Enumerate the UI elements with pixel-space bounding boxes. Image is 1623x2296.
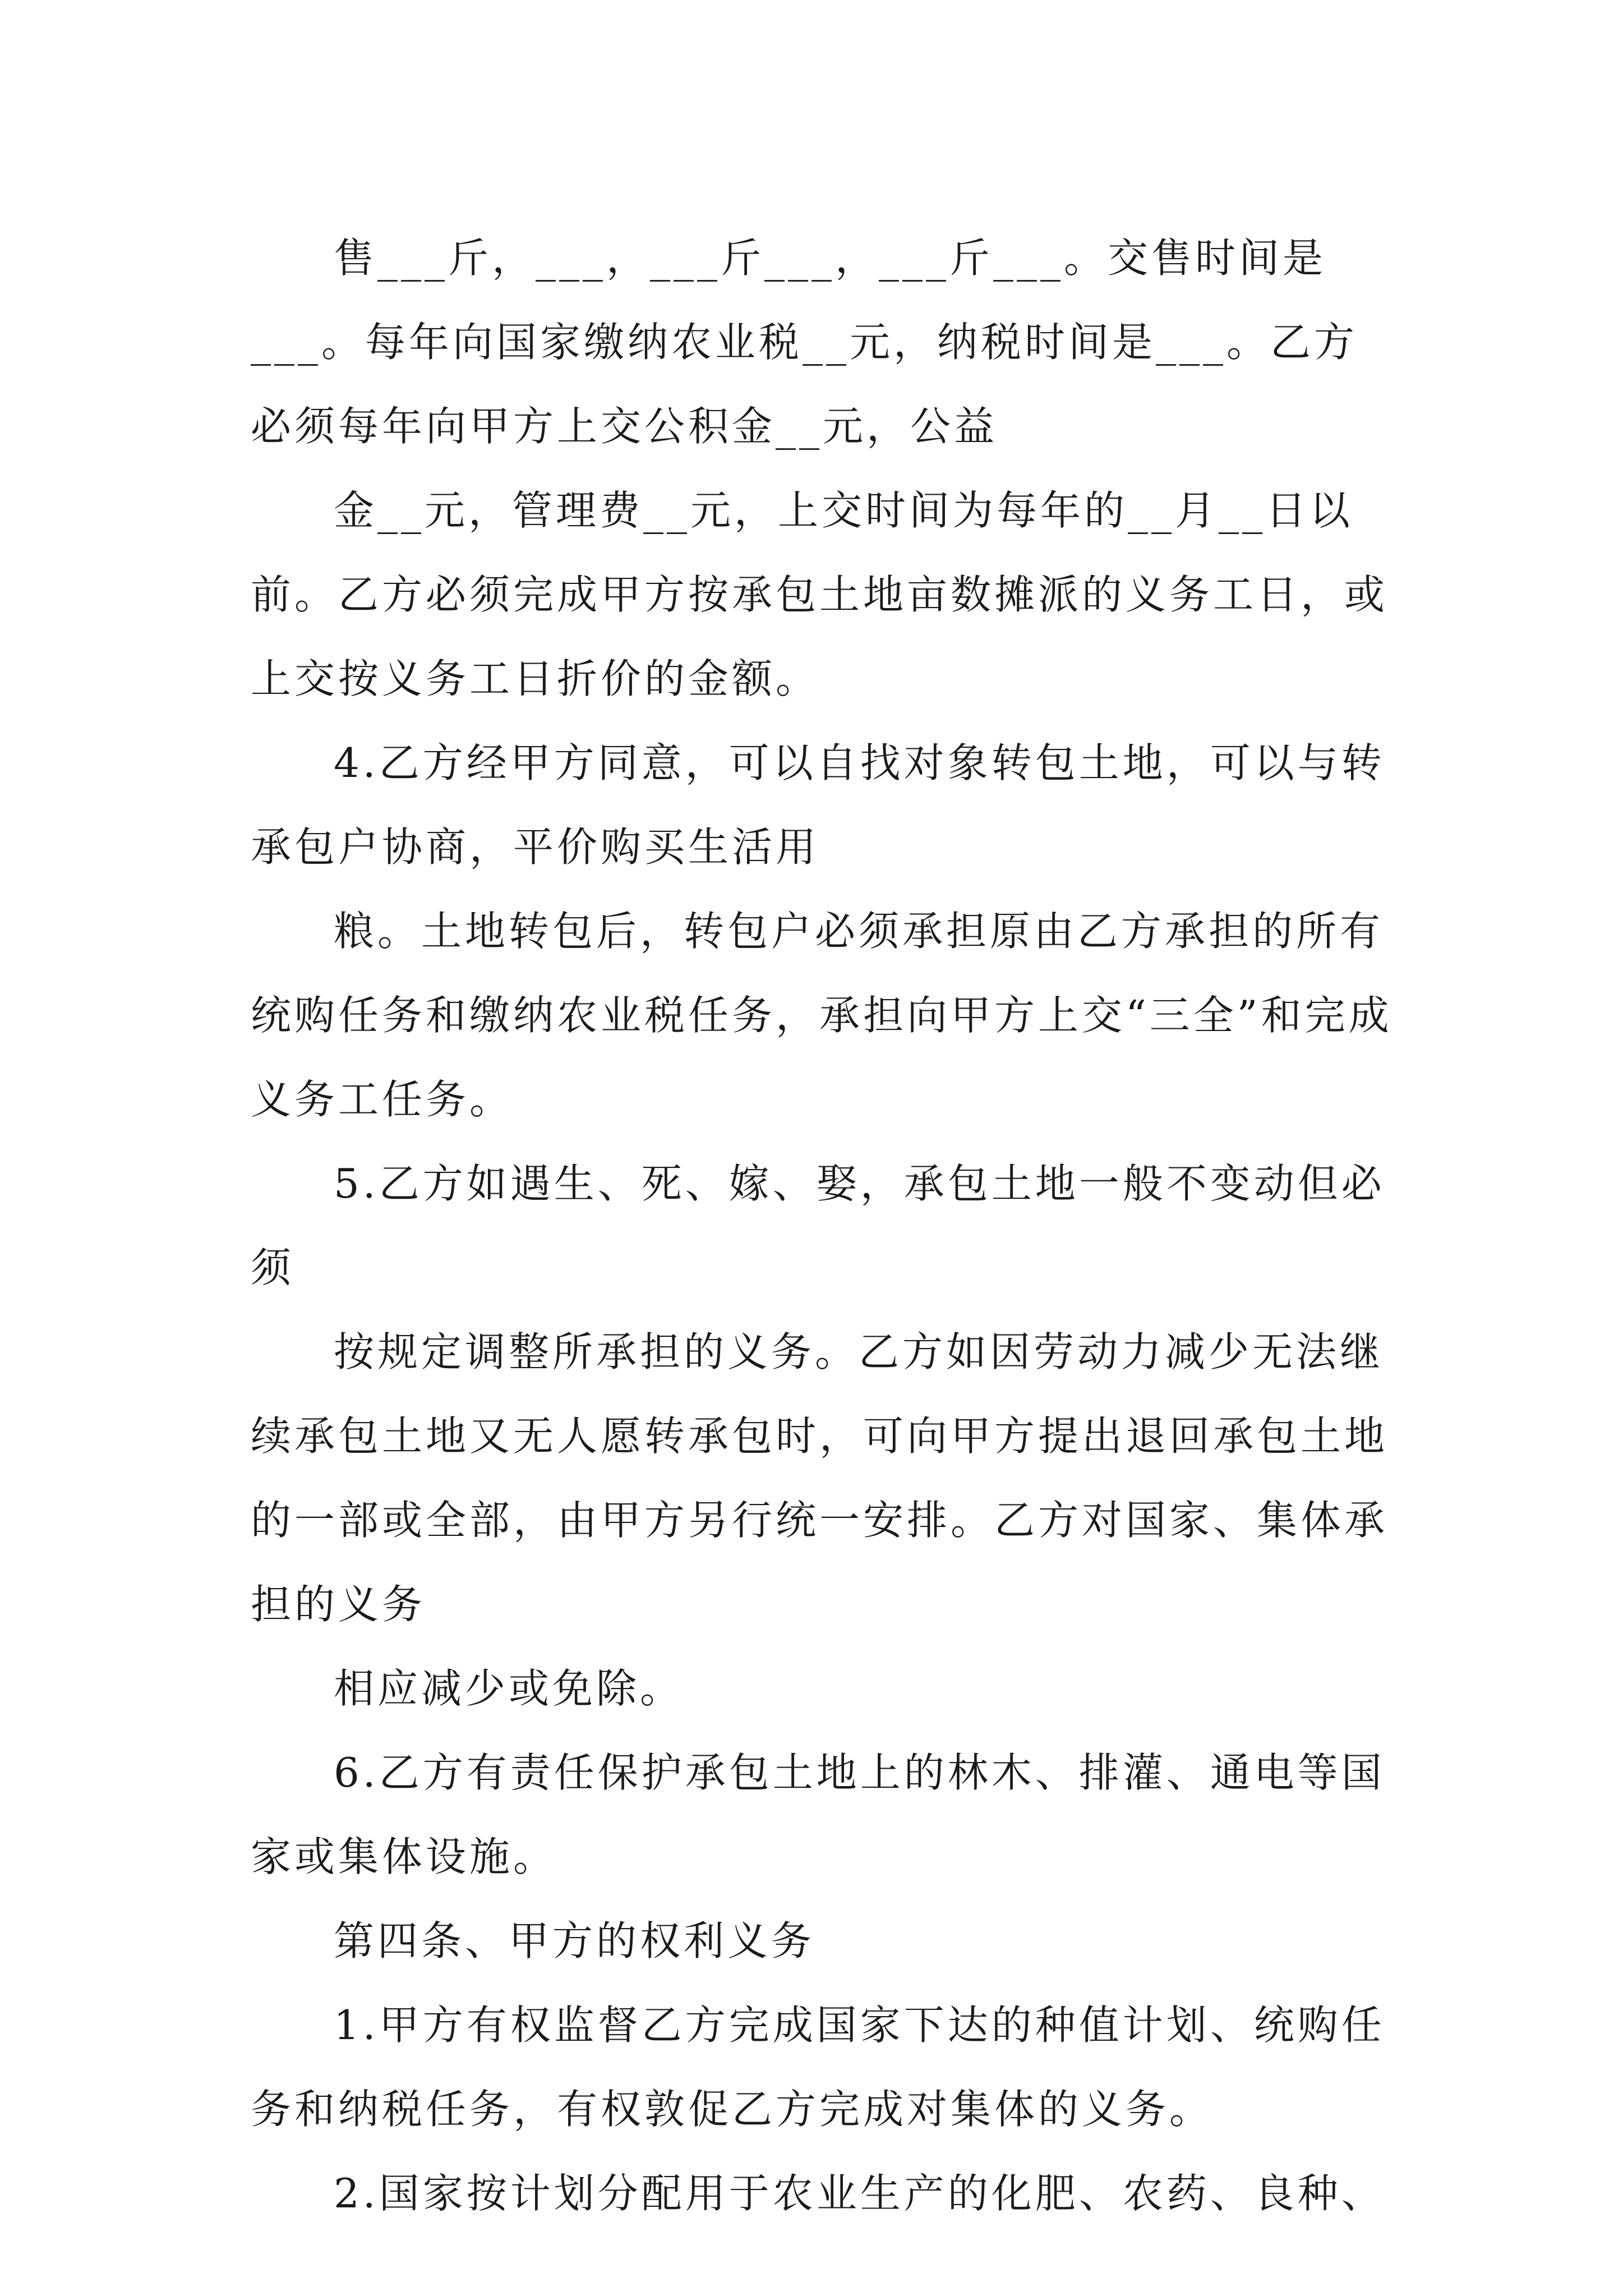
paragraph-1: 售___斤，___，___斤___，___斤___。交售时间是___。每年向国家缴纳农业税__元，纳税时间是___。乙方必须每年向甲方上交公积金__元，公益 [251,234,1358,450]
paragraph-4: 粮。土地转包后，转包户必须承担原由乙方承担的所有统购任务和缴纳农业税任务，承担向甲方上交“三全”和完成义务工任务。 [251,908,1393,1123]
document-body [251,216,1400,2235]
paragraph-7: 相应减少或免除。 [334,1665,684,1712]
paragraph-2: 金__元，管理费__元，上交时间为每年的__月__日以前。乙方必须完成甲方按承包土地亩数摊派的义务工日，或上交按义务工日折价的金额。 [251,487,1389,702]
paragraph-3: 4.乙方经甲方同意，可以自找对象转包土地，可以与转承包户协商，平价购买生活用 [251,739,1385,871]
paragraph-6: 按规定调整所承担的义务。乙方如因劳动力减少无法继续承包土地又无人愿转承包时，可向甲方提出退回承包土地的一部或全部，由甲方另行统一安排。乙方对国家、集体承担的义务 [251,1328,1389,1628]
section-heading-4: 第四条、甲方的权利义务 [334,1917,815,1964]
paragraph-11: 2.国家按计划分配用于农业生产的化肥、农药、良种、 [334,2170,1385,2217]
paragraph-10: 1.甲方有权监督乙方完成国家下达的种值计划、统购任务和纳税任务，有权敦促乙方完成对集体的义务。 [251,2001,1385,2133]
paragraph-8: 6.乙方有责任保护承包土地上的林木、排灌、通电等国家或集体设施。 [251,1749,1385,1880]
paragraph-5: 5.乙方如遇生、死、嫁、娶，承包土地一般不变动但必须 [251,1160,1385,1291]
